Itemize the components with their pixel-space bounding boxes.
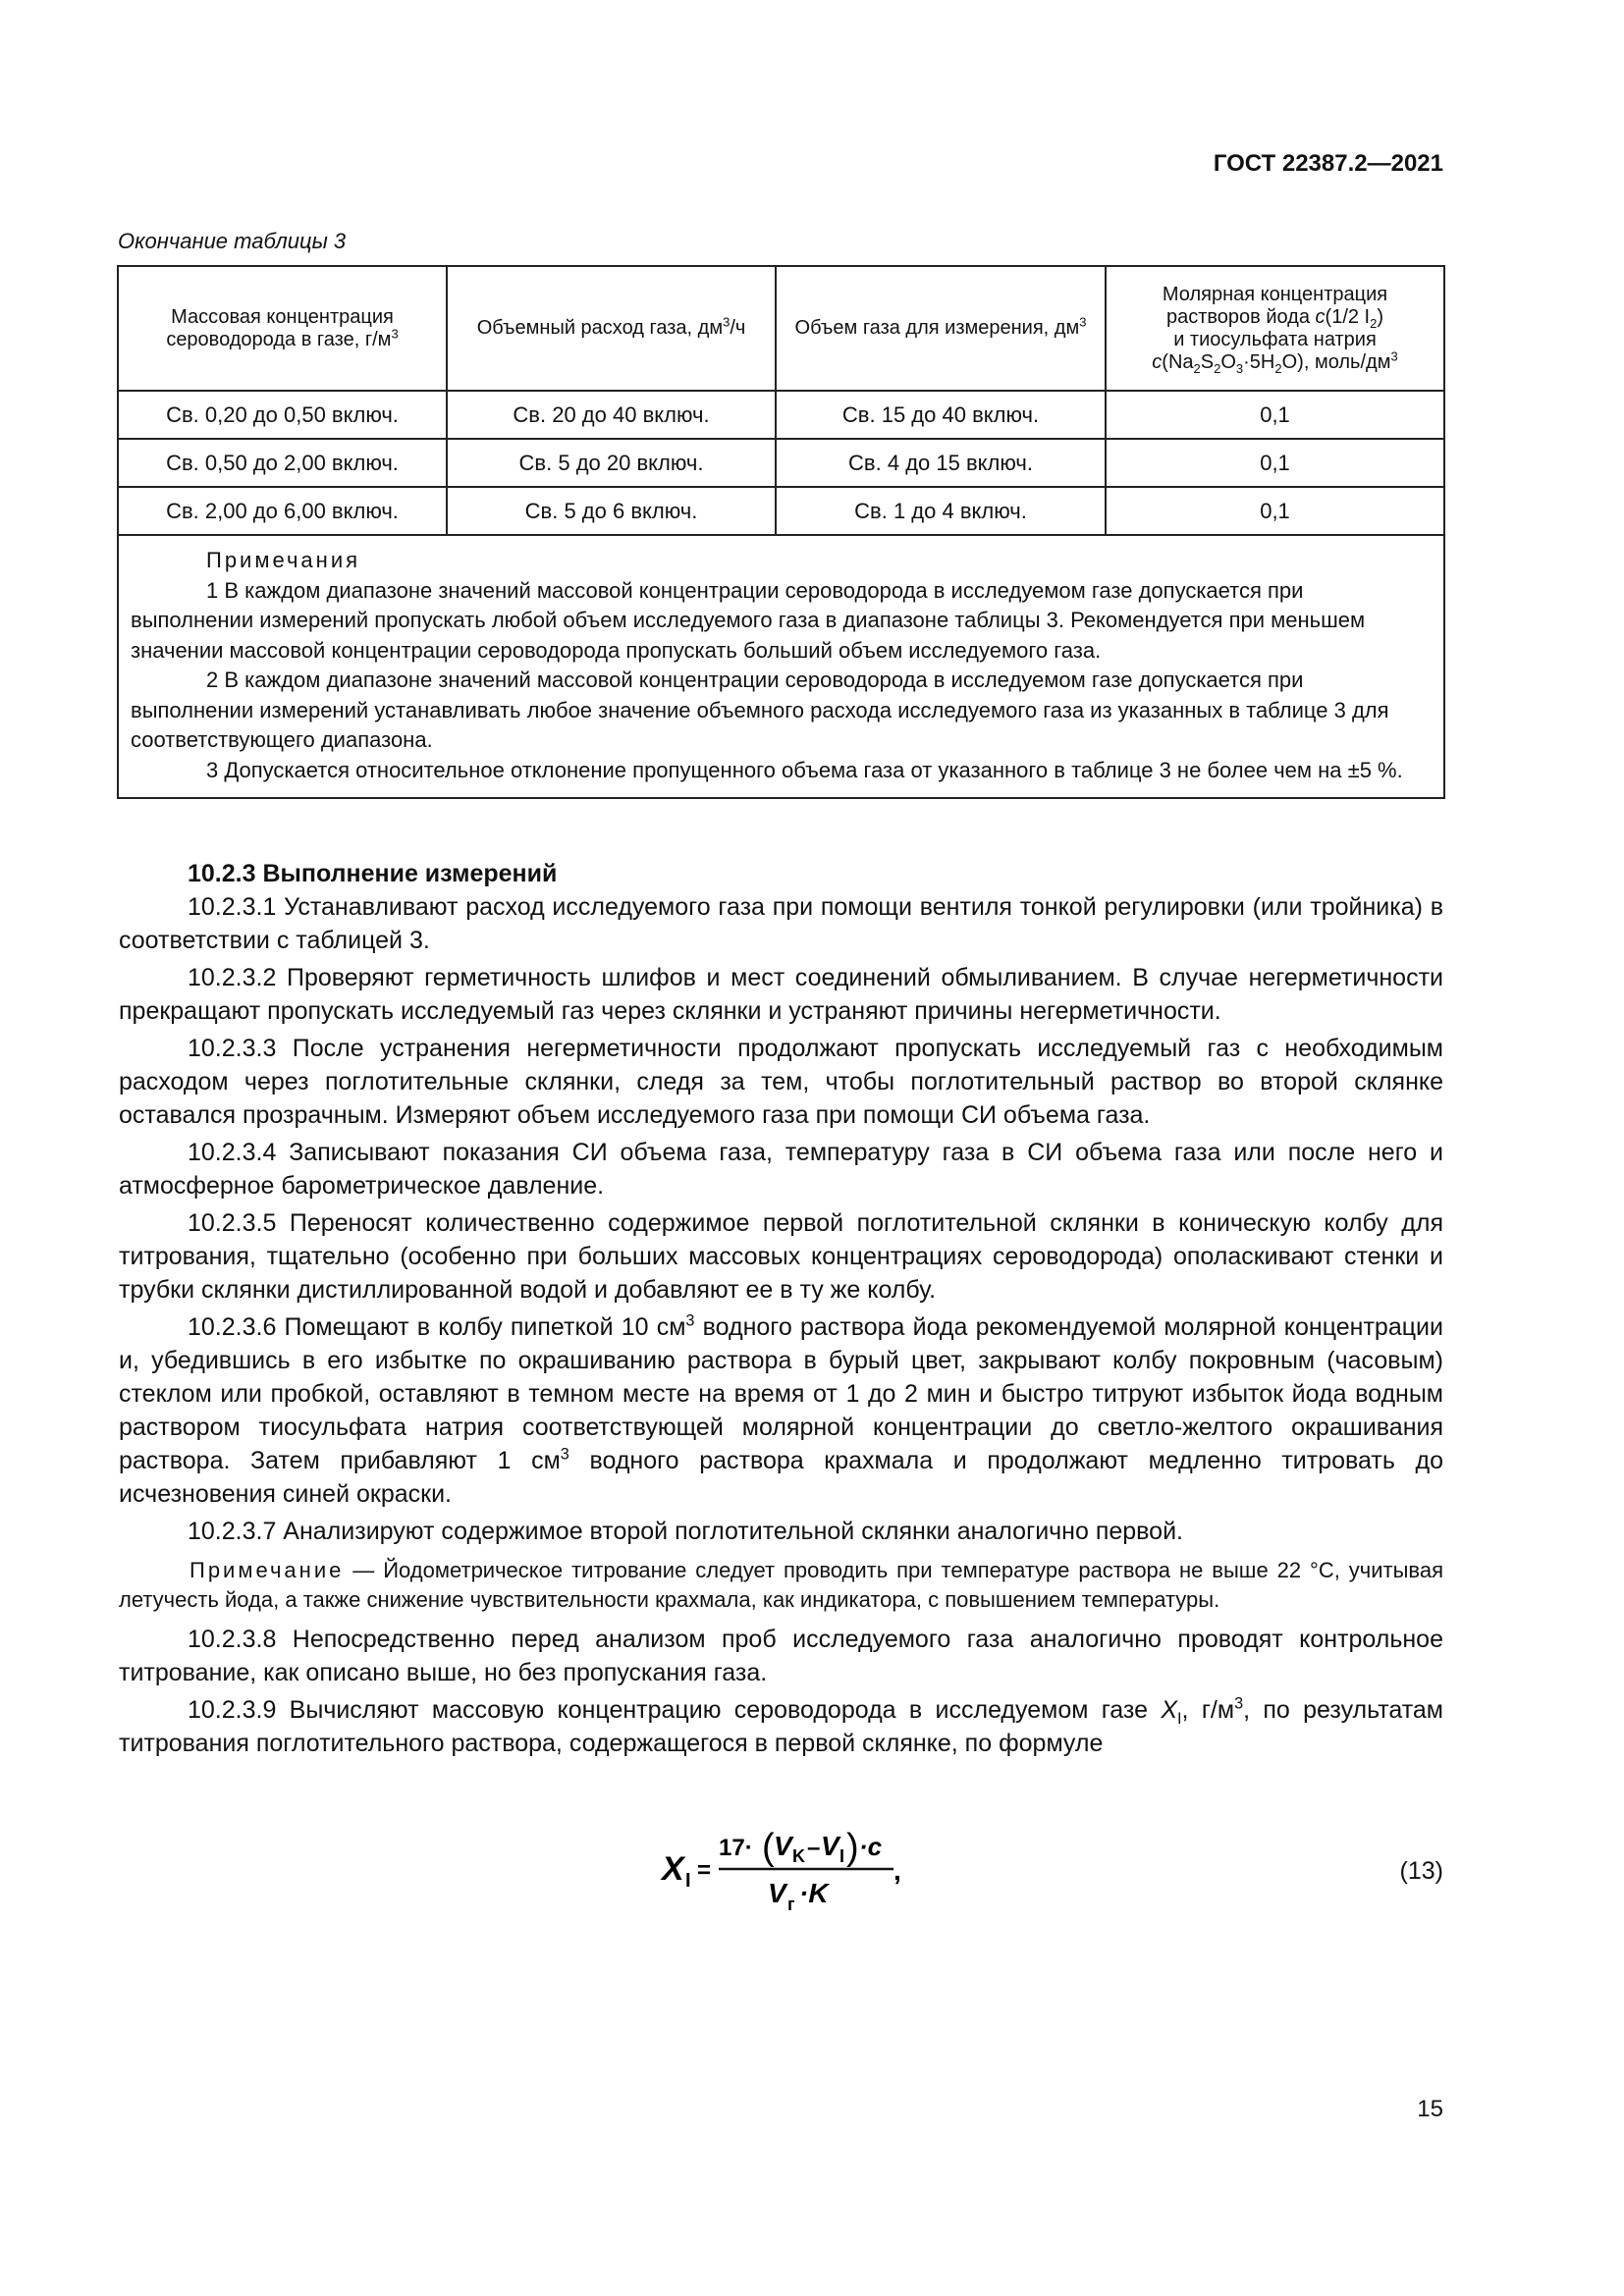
table-cell: 0,1 — [1106, 439, 1444, 487]
paragraph-10-2-3-7: 10.2.3.7 Анализируют содержимое второй поглотительной склянки аналогично первой. — [188, 1518, 1184, 1545]
formula-lhs: X — [662, 1850, 684, 1888]
table-cell: Св. 4 до 15 включ. — [776, 439, 1106, 487]
paragraph-10-2-3-1: 10.2.3.1 Устанавливают расход исследуемого газа при помощи вентиля тонкой регулировки (или тройника) в соответствии с таблицей 3. — [119, 893, 1443, 954]
paragraph-10-2-3-6: 10.2.3.6 Помещают в колбу пипеткой 10 $см^3$ водного раствора йода рекомендуемой молярной концентрации и, убедившись в его избытке по окрашиванию раствора в бурый цвет, закрывают колбу покровным (часовым) стеклом или пробкой, оставляют в темном месте на время от 1 до 2 мин и быстро титруют избыток йода водным раствором тиосульфата натрия соответствующей молярной концентрации до светло-желтого окрашивания раствора. Затем прибавляют 1 $см^3$ водного раствора крахмала и продолжают медленно титровать до исчезновения синей окраски. — [119, 1311, 1443, 1508]
formula-equals: = — [697, 1857, 712, 1884]
close-paren: ) — [846, 1827, 859, 1868]
formula-k: ·K — [799, 1878, 829, 1908]
table-cell: 0,1 — [1106, 391, 1444, 439]
formula-minus: – — [807, 1835, 821, 1861]
section-heading: 10.2.3 Выполнение измерений — [188, 860, 558, 887]
formula-times-c: ·c — [859, 1832, 883, 1861]
paragraph-10-2-3-9: 10.2.3.9 Вычисляют массовую концентрацию сероводорода в исследуемом газе $X_I$, $г/м^3$, по результатам титрования поглотительного раствора, содержащегося в первой склянке, по формуле — [119, 1694, 1443, 1757]
note-2: 2 В каждом диапазоне значений массовой концентрации сероводорода в исследуемом газе допускается при выполнении измерений устанавливать любое значение объемного расхода исследуемого газа из указанных в таблице 3 для соответствующего диапазона. — [131, 667, 1389, 752]
table-cell: Св. 5 до 20 включ. — [447, 439, 776, 487]
table-caption: Окончание таблицы 3 — [118, 229, 347, 253]
equation-number: (13) — [1399, 1857, 1443, 1885]
paragraph-10-2-3-5: 10.2.3.5 Переносят количественно содержимое первой поглотительной склянки в коническую колбу для титрования, тщательно (особенно при больших массовых концентрациях сероводорода) ополаскивают стенки и трубки склянки дистиллированной водой и добавляют ее в ту же колбу. — [119, 1209, 1443, 1304]
open-paren: ( — [762, 1827, 775, 1868]
table-3-continuation — [117, 265, 1443, 799]
table-cell: Св. 0,50 до 2,00 включ. — [118, 439, 447, 487]
formula-vi-sub: I — [839, 1846, 845, 1866]
paragraph-10-2-3-2: 10.2.3.2 Проверяют герметичность шлифов и мест соединений обмыливанием. В случае негерметичности прекращают пропускать исследуемый газ через склянки и устраняют причины негерметичности. — [119, 964, 1443, 1025]
formula-vk: V — [774, 1831, 792, 1861]
data-table — [117, 265, 1445, 799]
page-number: 15 — [1417, 2096, 1443, 2122]
header-molar-concentration: Молярная концентрация растворов йода c(1/2 $I_2$) и тиосульфата натрия $c(Na_2S_2O_3\cdot 5H_2O)$, моль/$дм^3$ — [1106, 266, 1444, 391]
formula-13 — [658, 1824, 933, 1912]
formula-vg-sub: г — [787, 1895, 795, 1912]
header-volume-flow: Объемный расход газа, $дм^3/ч$ — [447, 266, 776, 391]
paragraph-10-2-3-3: 10.2.3.3 После устранения негерметичности продолжают пропускать исследуемый газ с необходимым расходом через поглотительные склянки, следя за тем, чтобы поглотительный раствор во второй склянке оставался прозрачным. Измеряют объем исследуемого газа при помощи СИ объема газа. — [119, 1035, 1443, 1129]
table-row — [118, 391, 1444, 439]
table-cell: Св. 0,20 до 0,50 включ. — [118, 391, 447, 439]
table-cell: 0,1 — [1106, 487, 1444, 535]
formula-vk-sub: K — [792, 1846, 805, 1866]
formula-comma: , — [893, 1855, 901, 1886]
table-notes — [118, 535, 1444, 798]
table-cell: Св. 5 до 6 включ. — [447, 487, 776, 535]
table-notes-row — [118, 535, 1444, 798]
formula-lhs-sub: I — [685, 1870, 691, 1892]
header-mass-concentration: Массовая концентрация сероводорода в газе, $г/м^3$ — [118, 266, 447, 391]
formula-coefficient: 17· — [719, 1835, 753, 1861]
table-header-row — [118, 266, 1444, 391]
paragraph-10-2-3-8: 10.2.3.8 Непосредственно перед анализом проб исследуемого газа аналогично проводят контрольное титрование, как описано выше, но без пропускания газа. — [119, 1626, 1443, 1686]
note-1: 1 В каждом диапазоне значений массовой концентрации сероводорода в исследуемом газе допускается при выполнении измерений пропускать любой объем исследуемого газа в диапазоне таблицы 3. Рекомендуется при меньшем значении массовой концентрации сероводорода пропускать больший объем исследуемого газа. — [131, 577, 1366, 663]
note-3: 3 Допускается относительное отклонение пропущенного объема газа от указанного в таблице 3 не более чем на ±5 %. — [206, 757, 1403, 782]
table-cell: Св. 2,00 до 6,00 включ. — [118, 487, 447, 535]
document-code: ГОСТ 22387.2—2021 — [1213, 150, 1443, 177]
header-gas-volume: Объем газа для измерения, $дм^3$ — [776, 266, 1106, 391]
table-row — [118, 439, 1444, 487]
formula-vg: V — [768, 1878, 786, 1908]
paragraph-10-2-3-4: 10.2.3.4 Записывают показания СИ объема газа, температуру газа в СИ объема газа или после него и атмосферное барометрическое давление. — [119, 1139, 1443, 1200]
table-cell: Св. 15 до 40 включ. — [776, 391, 1106, 439]
notes-title: Примечания — [206, 548, 361, 572]
table-cell: Св. 1 до 4 включ. — [776, 487, 1106, 535]
note-label: Примечание — [189, 1558, 345, 1582]
note-paragraph: Примечание — Йодометрическое титрование следует проводить при температуре раствора не выше 22 °С, учитывая летучесть йода, а также снижение чувствительности крахмала, как индикатора, с повышением температуры. — [119, 1558, 1443, 1612]
formula-svg — [658, 1824, 933, 1912]
section-body — [119, 857, 1443, 1760]
formula-vi: V — [821, 1831, 839, 1861]
table-row — [118, 487, 1444, 535]
table-cell: Св. 20 до 40 включ. — [447, 391, 776, 439]
